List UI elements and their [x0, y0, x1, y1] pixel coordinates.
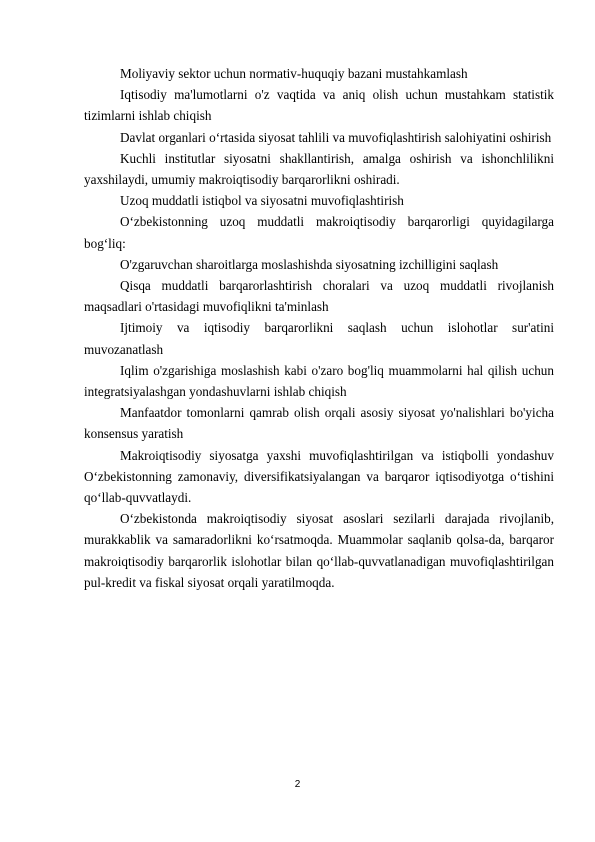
paragraph-8: Qisqa muddatli barqarorlashtirish choralari va uzoq muddatli rivojlanish maqsadlari o'rtasidagi muvofiqlikni ta'minlash — [84, 278, 554, 315]
page-number: 2 — [294, 779, 301, 790]
document-body — [84, 63, 554, 593]
paragraph-2: Iqtisodiy ma'lumotlarni o'z vaqtida va aniq olish uchun mustahkam statistik tizimlarni ishlab chiqish — [84, 87, 554, 124]
paragraph-9: Ijtimoiy va iqtisodiy barqarorlikni saqlash uchun islohotlar sur'atini muvozanatlash — [84, 320, 554, 357]
paragraph-5: Uzoq muddatli istiqbol va siyosatni muvofiqlashtirish — [120, 193, 404, 209]
paragraph-4: Kuchli institutlar siyosatni shakllantirish, amalga oshirish va ishonchlilikni yaxshilaydi, umumiy makroiqtisodiy barqarorlikni oshiradi. — [84, 150, 554, 188]
paragraph-6: O‘zbekistonning uzoq muddatli makroiqtisodiy barqarorligi quyidagilarga bog‘liq: — [84, 214, 554, 251]
paragraph-1: Moliyaviy sektor uchun normativ-huquqiy bazani mustahkamlash — [120, 66, 468, 81]
paragraph-3: Davlat organlari o‘rtasida siyosat tahlili va muvofiqlashtirish salohiyatini oshirish — [120, 129, 552, 145]
paragraph-12: Makroiqtisodiy siyosatga yaxshi muvofiqlashtirilgan va istiqbolli yondashuv O‘zbekistonning zamonaviy, diversifikatsiyalangan va barqaror iqtisodiyotga o‘tishini qo‘llab-quvvatlaydi. — [84, 447, 554, 506]
paragraph-11: Manfaatdor tomonlarni qamrab olish orqali asosiy siyosat yo'nalishlari bo'yicha konsensus yaratish — [84, 405, 554, 442]
paragraph-13: O‘zbekistonda makroiqtisodiy siyosat asoslari sezilarli darajada rivojlanib, murakkablik va samaradorlikni ko‘rsatmoqda. Muammolar saqlanib qolsa-da, barqaror makroiqtisodiy barqarorlik islohotlar bilan qo‘llab-quvvatlanadigan muvofiqlashtirilgan pul-kredit va fiskal siyosat orqali yaratilmoqda. — [84, 511, 554, 590]
paragraph-7: O'zgaruvchan sharoitlarga moslashishda siyosatning izchilligini saqlash — [120, 256, 499, 272]
paragraph-10: Iqlim o'zgarishiga moslashish kabi o'zaro bog'liq muammolarni hal qilish uchun integratsiyalashgan yondashuvlarni ishlab chiqish — [84, 362, 554, 400]
